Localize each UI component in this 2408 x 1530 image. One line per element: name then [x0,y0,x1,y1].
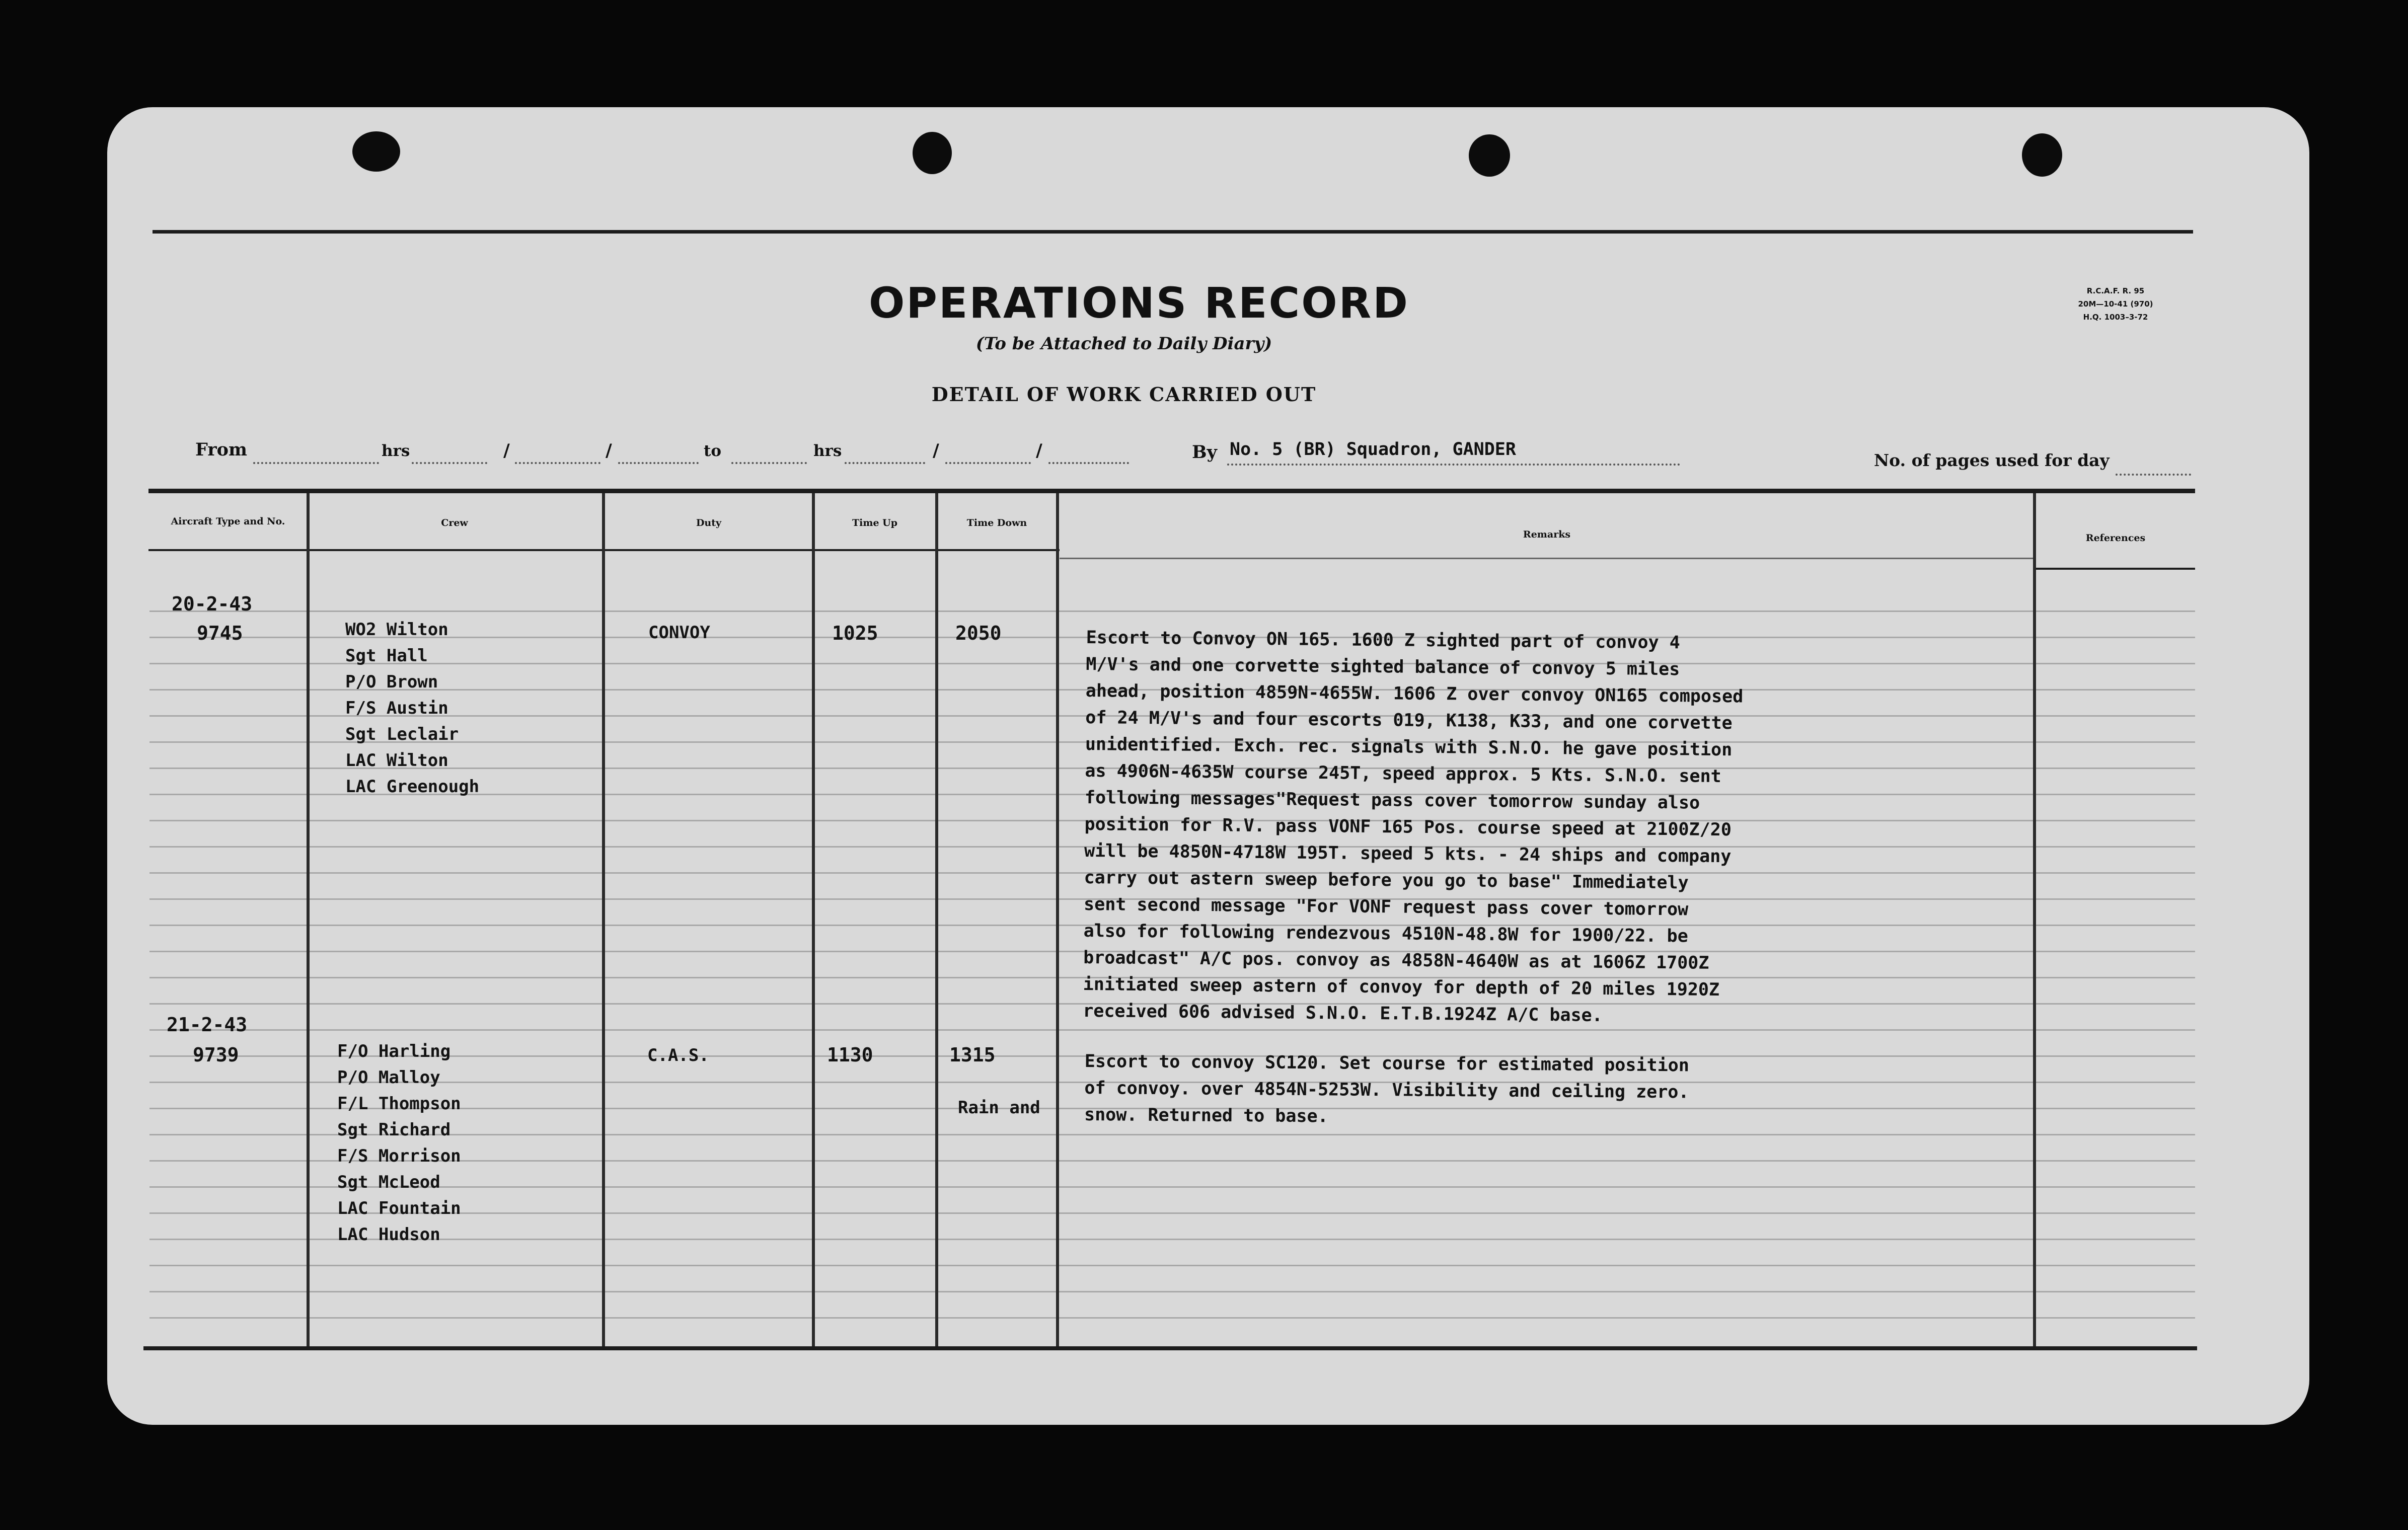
ruled-line [2035,1160,2195,1162]
ruled-line [814,1160,935,1162]
from-year-blank [618,462,699,464]
ruled-line [604,1082,812,1083]
ruled-line [2035,872,2195,874]
remarks-line: received 606 advised S.N.O. E.T.B.1924Z A/C base. [1083,1001,1603,1026]
ruled-line [149,1291,307,1292]
references-underline [2036,568,2195,570]
ruled-line [814,1108,935,1109]
detail-heading: DETAIL OF WORK CARRIED OUT [931,383,1317,406]
remarks-overflow: Rain and [958,1098,1040,1118]
entry-time-up: 1025 [832,622,878,644]
remarks-line: unidentified. Exch. rec. signals with S.N.O. he gave position [1085,734,1733,760]
form-code-line: H.Q. 1003–3-72 [2083,313,2148,322]
entry-remarks [1083,625,1744,1030]
ruled-line [1058,1029,2033,1031]
entry-time-down: 2050 [955,622,1002,644]
ruled-line [2035,768,2195,769]
ruled-line [604,794,812,795]
ruled-line [2035,1265,2195,1266]
ruled-line [2035,689,2195,691]
ruled-line [604,689,812,691]
ruled-line [604,1134,812,1135]
ruled-line [2035,715,2195,717]
ruled-line [149,715,307,717]
ruled-line [937,794,1056,795]
crew-member: WO2 Wilton [345,620,448,640]
ruled-line [937,1291,1056,1292]
crew-member: P/O Brown [345,672,438,692]
remarks-line: carry out astern sweep before you go to base" Immediately [1084,867,1689,893]
remarks-line: following messages"Request pass cover tomorrow sunday also [1084,787,1700,813]
entry-date: 20-2-43 [172,593,253,615]
ruled-line [604,1003,812,1005]
ruled-line [604,1160,812,1162]
ruled-line [2035,1186,2195,1188]
page-subtitle: (To be Attached to Daily Diary) [975,334,1272,354]
ruled-line [309,846,602,848]
ruled-line [814,715,935,717]
ruled-line [309,951,602,952]
ruled-line [937,820,1056,821]
ruled-line [814,768,935,769]
remarks-line: snow. Returned to base. [1084,1104,1328,1127]
ruled-line [149,820,307,821]
table-top-rule [148,489,2195,493]
ruled-line [604,1317,812,1319]
form-code-line: R.C.A.F. R. 95 [2086,286,2145,295]
ruled-line [814,1134,935,1135]
crew-member: Sgt McLeod [337,1172,440,1192]
crew-member: F/S Morrison [337,1146,461,1166]
ruled-line [309,925,602,926]
ruled-line [604,1291,812,1292]
ruled-line [1058,1212,2033,1214]
remarks-line: initiated sweep astern of convoy for depth of 20 miles 1920Z [1083,974,1720,1001]
entry-aircraft-number: 9739 [193,1044,239,1066]
entry-remarks [1084,1048,1689,1132]
ruled-line [604,715,812,717]
ruled-line [937,1265,1056,1266]
pages-label: No. of pages used for day [1874,450,2110,470]
ruled-line [2035,1029,2195,1031]
ruled-line [604,1212,812,1214]
ruled-line [604,951,812,952]
ruled-line [604,1239,812,1240]
ruled-line [149,663,307,664]
entry-duty: C.A.S. [647,1045,709,1065]
from-date-blank [515,462,600,464]
ruled-line [814,1082,935,1083]
ruled-line [937,1134,1056,1135]
ruled-line [1058,1265,2033,1266]
ruled-line [814,663,935,664]
ruled-line [814,794,935,795]
column-divider [935,493,938,1349]
ruled-line [937,689,1056,691]
ruled-line [149,794,307,795]
ruled-line [814,610,935,612]
ruled-line [2035,1317,2195,1319]
hrs-label-1: hrs [382,442,410,460]
ruled-line [1058,1160,2033,1162]
ruled-line [937,768,1056,769]
ruled-line [604,1108,812,1109]
hrs-label-2: hrs [813,442,842,460]
ruled-line [814,872,935,874]
ruled-line [814,741,935,743]
ruled-line [604,872,812,874]
col-time-up: Time Up [852,517,898,528]
ruled-line [937,951,1056,952]
crew-member: P/O Malloy [337,1067,440,1088]
ruled-line [814,951,935,952]
ruled-line [604,768,812,769]
ruled-line [2035,1108,2195,1109]
ruled-line [149,925,307,926]
ruled-line [2035,1055,2195,1057]
ruled-line [814,1186,935,1188]
remarks-line: of convoy. over 4854N-5253W. Visibility and ceiling zero. [1084,1078,1689,1103]
ruled-line [149,872,307,874]
ruled-line [604,846,812,848]
by-label: By [1192,442,1217,463]
ruled-line [814,1029,935,1031]
remarks-line: M/V's and one corvette sighted balance of convoy 5 miles [1086,654,1680,680]
punch-hole [913,132,952,174]
remarks-line: broadcast" A/C pos. convoy as 4858N-4640W as at 1606Z 1700Z [1083,947,1709,973]
ruled-line [2035,663,2195,664]
ruled-line [149,846,307,848]
ruled-line [604,977,812,978]
ruled-line [149,1186,307,1188]
entry-duty: CONVOY [648,623,710,643]
ruled-line [814,1317,935,1319]
from-blank [253,462,379,464]
ruled-line [2035,741,2195,743]
ruled-line [309,1317,602,1319]
to-label: to [704,442,721,460]
from-time-blank [412,462,487,464]
remarks-underline [1060,558,2036,559]
ruled-line [937,741,1056,743]
ruled-line [937,872,1056,874]
crew-member: F/S Austin [345,698,448,718]
top-rule [153,230,2193,234]
bottom-rule [143,1346,2197,1350]
ruled-line [149,898,307,900]
ruled-line [604,610,812,612]
crew-member: LAC Hudson [337,1225,440,1245]
remarks-line: Escort to Convoy ON 165. 1600 Z sighted part of convoy 4 [1086,627,1680,653]
ruled-line [814,925,935,926]
squadron-blank [1227,464,1680,466]
form-code [2035,284,2196,324]
ruled-line [149,1082,307,1083]
remarks-line: position for R.V. pass VONF 165 Pos. course speed at 2100Z/20 [1084,814,1732,840]
ruled-line [814,1239,935,1240]
ruled-line [604,663,812,664]
ruled-line [814,846,935,848]
column-divider [1056,493,1059,1349]
ruled-line [2035,1082,2195,1083]
ruled-line [2035,1212,2195,1214]
record-sheet: OPERATIONS RECORD (To be Attached to Daily Diary) DETAIL OF WORK CARRIED OUT R.C.A.F. R. 95 20M—10-41 (970) H.Q. 1003–3-72 From hrs / / to hrs / / By No. 5 (BR) Squadron, GANDER No. of pages used for day Aircraft Type and No. Crew Duty Time Up Time Down Remarks References 20-2-43 9745 WO2 Wilton Sgt Hall P/O Brown F/S Austin Sgt Leclair LAC Wilton LAC Greenough CONVOY 1025 2050 Escort to Convoy ON 165. 1600 Z sighted part of convoy 4 M/V's and one corvette sighted balance of convoy 5 miles ahead, position 4859N-4655W. 1606 Z over convoy ON165 composed of 24 M/V's and four escorts 019, K138, K33, and one corvette unidentified. Exch. rec. signals with S.N.O. he gave position as 4906N-4635W course 245T, speed approx. 5 Kts. S.N.O. sent following messages"Request pass cover tomorrow sunday also position for R.V. pass VONF 165 Pos. course speed at 2100Z/20 will be 4850N-4718W 195T. speed 5 kts. - 24 ships and company carry out astern sweep before you go to base" Immediately sent second message "For VONF request pass cover tomorrow also for following rendezvous 4510N-48.8W for 1900/22. be broadcast" A/C pos. convoy as 4858N-4640W as at 1606Z 1700Z initiated sweep astern of convoy for depth of 20 miles 1920Z received 606 advised S.N.O. E.T.B.1924Z A/C base. 21-2-43 9739 F/O Harling P/O Malloy F/L Thompson Sgt Richard F/S Morrison Sgt McLeod LAC Fountain LAC Hudson C.A.S. 1130 1315 Rain and Escort to convoy SC120. Set course for estimated position of convoy. over 4854N-5253W. Visibility and ceiling zero. snow. Returned to base. [107,107,2309,1425]
crew-member: F/L Thompson [337,1094,461,1114]
ruled-line [149,1239,307,1240]
ruled-line [2035,1239,2195,1240]
page-title: OPERATIONS RECORD [868,278,1410,328]
ruled-line [2035,898,2195,900]
ruled-line [937,1029,1056,1031]
remarks-line: as 4906N-4635W course 245T, speed approx. 5 Kts. S.N.O. sent [1085,760,1721,787]
ruled-line [309,820,602,821]
crew-list [345,617,479,800]
ruled-line [149,1212,307,1214]
ruled-line [2035,794,2195,795]
ruled-line [149,1003,307,1005]
crew-member: F/O Harling [337,1041,451,1061]
ruled-line [604,898,812,900]
ruled-line [937,1317,1056,1319]
ruled-line [937,846,1056,848]
ruled-line [2035,820,2195,821]
column-divider [2033,493,2036,1349]
crew-member: Sgt Hall [345,646,428,666]
ruled-line [1058,610,2033,612]
ruled-line [309,1291,602,1292]
column-divider [602,493,605,1349]
ruled-line [309,898,602,900]
from-label: From [195,439,248,460]
ruled-line [1058,1317,2033,1319]
ruled-line [604,741,812,743]
ruled-line [149,1134,307,1135]
ruled-line [937,1003,1056,1005]
ruled-line [309,1003,602,1005]
ruled-line [2035,977,2195,978]
crew-list [337,1038,461,1248]
entry-time-down: 1315 [949,1044,996,1066]
ruled-line [149,689,307,691]
crew-member: LAC Wilton [345,750,448,771]
crew-member: Sgt Richard [337,1120,451,1140]
ruled-line [309,1029,602,1031]
punch-hole [2022,133,2062,177]
ruled-line [604,820,812,821]
remarks-line: of 24 M/V's and four escorts 019, K138, K33, and one corvette [1085,707,1733,734]
ruled-line [309,872,602,874]
remarks-line: ahead, position 4859N-4655W. 1606 Z over convoy ON165 composed [1085,680,1744,707]
ruled-line [937,1239,1056,1240]
to-time-blank [845,462,925,464]
ruled-line [1058,1239,2033,1240]
ruled-line [2035,951,2195,952]
to-date-blank [945,462,1031,464]
ruled-line [149,741,307,743]
ruled-line [149,768,307,769]
crew-member: LAC Greenough [345,777,480,797]
column-divider [307,493,310,1349]
col-references: References [2085,532,2146,544]
ruled-line [814,1212,935,1214]
remarks-line: also for following rendezvous 4510N-48.8W for 1900/22. be [1083,921,1688,947]
ruled-line [937,898,1056,900]
crew-member: LAC Fountain [337,1198,461,1218]
form-code-line: 20M—10-41 (970) [2078,299,2153,309]
ruled-line [2035,610,2195,612]
ruled-line [2035,1134,2195,1135]
ruled-line [149,1265,307,1266]
ruled-line [937,1212,1056,1214]
remarks-line: will be 4850N-4718W 195T. speed 5 kts. - 24 ships and company [1084,840,1732,867]
remarks-line: sent second message "For VONF request pass cover tomorrow [1083,894,1689,920]
crew-member: Sgt Leclair [345,724,459,744]
ruled-line [814,898,935,900]
ruled-line [937,977,1056,978]
ruled-line [2035,925,2195,926]
ruled-line [937,715,1056,717]
entry-time-up: 1130 [827,1044,873,1066]
ruled-line [604,1186,812,1188]
ruled-line [604,1029,812,1031]
ruled-line [937,610,1056,612]
col-time-down: Time Down [966,517,1027,528]
ruled-line [937,1082,1056,1083]
squadron-name: No. 5 (BR) Squadron, GANDER [1230,439,1516,460]
ruled-line [149,1160,307,1162]
ruled-line [149,1317,307,1319]
entry-date: 21-2-43 [167,1014,248,1036]
ruled-line [937,1186,1056,1188]
ruled-line [814,977,935,978]
ruled-line [937,925,1056,926]
ruled-line [2035,1291,2195,1292]
ruled-line [814,820,935,821]
punch-hole [1469,134,1510,177]
ruled-line [814,689,935,691]
ruled-line [309,977,602,978]
ruled-line [814,1265,935,1266]
ruled-line [149,1108,307,1109]
ruled-line [937,663,1056,664]
entry-aircraft-number: 9745 [197,622,243,644]
remarks-line: Escort to convoy SC120. Set course for estimated position [1084,1051,1690,1076]
punch-hole [352,131,400,172]
pages-blank [2116,474,2191,476]
ruled-line [2035,637,2195,638]
ruled-line [937,1160,1056,1162]
col-crew: Crew [441,517,468,528]
ruled-line [1058,1291,2033,1292]
to-blank [731,462,807,464]
col-remarks: Remarks [1523,529,1571,540]
col-duty: Duty [696,517,722,528]
ruled-line [149,977,307,978]
ruled-line [309,610,602,612]
ruled-line [2035,846,2195,848]
to-year-blank [1048,462,1129,464]
ruled-line [2035,1003,2195,1005]
ruled-line [149,951,307,952]
ruled-line [1058,1186,2033,1188]
ruled-line [1058,1134,2033,1135]
column-divider [812,493,815,1349]
ruled-line [814,1003,935,1005]
ruled-line [604,925,812,926]
ruled-line [309,1265,602,1266]
ruled-line [604,1265,812,1266]
col-aircraft: Aircraft Type and No. [171,516,285,527]
ruled-line [814,1291,935,1292]
